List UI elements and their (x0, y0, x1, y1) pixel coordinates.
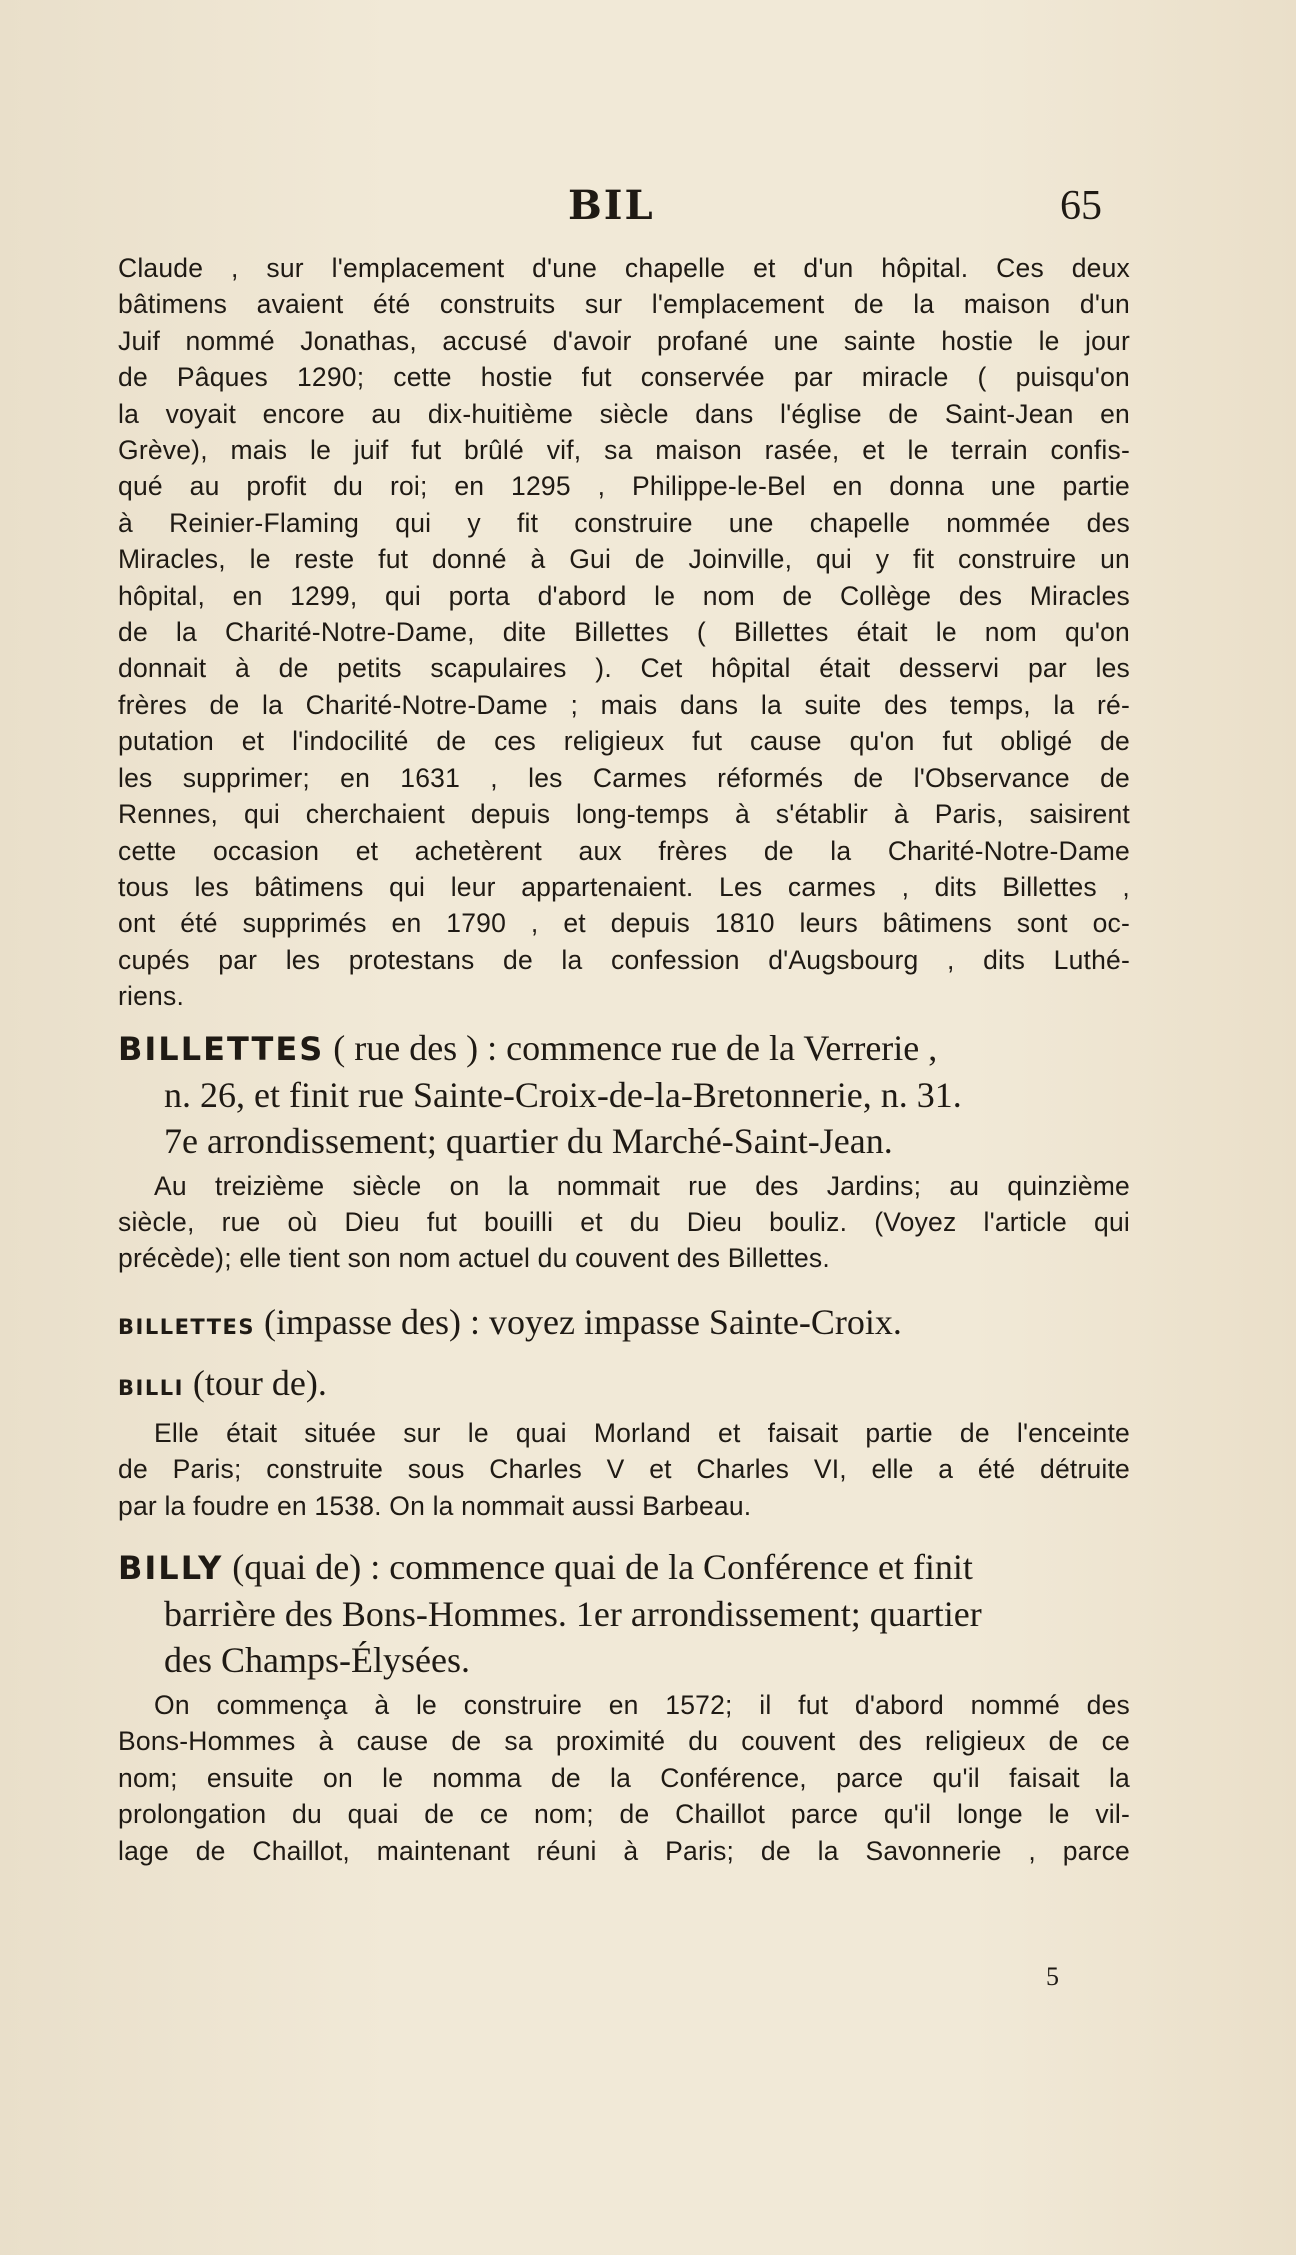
text-line: Grève), mais le juif fut brûlé vif, sa maison rasée, et le terrain confis- (118, 435, 1130, 466)
entry-heading-billettes-rue (118, 1025, 1130, 1164)
text-line: de Paris; construite sous Charles V et Charles VI, elle a été détruite (118, 1454, 1130, 1485)
text-line: de Pâques 1290; cette hostie fut conservée par miracle ( puisqu'on (118, 362, 1130, 393)
text-line: la voyait encore au dix-huitième siècle dans l'église de Saint-Jean en (118, 398, 1130, 429)
text-line: Claude , sur l'emplacement d'une chapelle et d'un hôpital. Ces deux (118, 253, 1130, 283)
entry-headword: BILLY (118, 1548, 224, 1587)
text-line: prolongation du quai de ce nom; de Chaillot parce qu'il longe le vil- (118, 1799, 1130, 1830)
text-line: Elle était située sur le quai Morland et faisait partie de l'enceinte (154, 1417, 1130, 1448)
page-header (0, 182, 1296, 242)
text-line: Juif nommé Jonathas, accusé d'avoir profané une sainte hostie le jour (118, 325, 1130, 356)
entry-heading-billy (118, 1544, 1130, 1683)
entry-heading-billi (118, 1360, 1130, 1411)
paragraph-continuation (118, 250, 1130, 1015)
text-line: ont été supprimés en 1790 , et depuis 1810 leurs bâtimens sont oc- (118, 908, 1130, 939)
entry-headword: BILLETTES (118, 1314, 256, 1339)
entry-heading-text: n. 26, et finit rue Sainte-Croix-de-la-Bretonnerie, n. 31. (164, 1074, 962, 1115)
text-line: Rennes, qui cherchaient depuis long-temps à s'établir à Paris, saisirent (118, 799, 1130, 830)
text-line: Miracles, le reste fut donné à Gui de Joinville, qui y fit construire un (118, 544, 1130, 575)
text-line: donnait à de petits scapulaires ). Cet hôpital était desservi par les (118, 653, 1130, 684)
text-line: riens. (118, 981, 185, 1012)
text-line: frères de la Charité-Notre-Dame ; mais dans la suite des temps, la ré- (118, 689, 1130, 720)
text-line: cette occasion et achetèrent aux frères de la Charité-Notre-Dame (118, 835, 1130, 866)
entry-headword: BILLETTES (118, 1029, 325, 1068)
entry-heading-text: (quai de) : commence quai de la Conférence et finit (223, 1546, 973, 1587)
page-content (118, 250, 1130, 1869)
entry-heading-text: des Champs-Élysées. (164, 1639, 470, 1680)
entry-body-billy (118, 1687, 1130, 1869)
entry-heading-text: 7e arrondissement; quartier du Marché-Saint-Jean. (164, 1120, 893, 1161)
text-line: à Reinier-Flaming qui y fit construire une chapelle nommée des (118, 507, 1130, 538)
text-line: de la Charité-Notre-Dame, dite Billettes ( Billettes était le nom qu'on (118, 617, 1130, 648)
entry-body-billettes-rue (118, 1168, 1130, 1277)
text-line: Bons-Hommes à cause de sa proximité du couvent des religieux de ce (118, 1726, 1130, 1757)
text-line: Au treizième siècle on la nommait rue des Jardins; au quinzième (154, 1170, 1130, 1201)
running-head: BIL (568, 182, 655, 229)
text-line: bâtimens avaient été construits sur l'emplacement de la maison d'un (118, 289, 1130, 320)
entry-heading-text: (impasse des) : voyez impasse Sainte-Croix. (255, 1301, 902, 1342)
text-line: hôpital, en 1299, qui porta d'abord le nom de Collège des Miracles (118, 580, 1130, 611)
signature-mark: 5 (1046, 1962, 1059, 1991)
text-line: par la foudre en 1538. On la nommait aussi Barbeau. (118, 1490, 752, 1521)
text-line: cupés par les protestans de la confession d'Augsbourg , dits Luthé- (118, 944, 1130, 975)
page-number: 65 (1060, 183, 1102, 229)
entry-headword: BILLI (118, 1375, 184, 1400)
entry-heading-billettes-impasse (118, 1299, 1130, 1350)
text-line: On commença à le construire en 1572; il fut d'abord nommé des (154, 1689, 1130, 1720)
text-line: lage de Chaillot, maintenant réuni à Paris; de la Savonnerie , parce (118, 1835, 1130, 1866)
text-line: nom; ensuite on le nomma de la Conférence, parce qu'il faisait la (118, 1762, 1130, 1793)
entry-heading-text: barrière des Bons-Hommes. 1er arrondissement; quartier (164, 1593, 982, 1634)
text-line: siècle, rue où Dieu fut bouilli et du Dieu bouliz. (Voyez l'article qui (118, 1206, 1130, 1237)
text-line: putation et l'indocilité de ces religieux fut cause qu'on fut obligé de (118, 726, 1130, 757)
text-line: précède); elle tient son nom actuel du couvent des Billettes. (118, 1243, 830, 1274)
entry-heading-text: (tour de). (183, 1362, 327, 1403)
text-line: tous les bâtimens qui leur appartenaient. Les carmes , dits Billettes , (118, 871, 1130, 902)
entry-heading-text: ( rue des ) : commence rue de la Verrerie , (324, 1027, 938, 1068)
entry-body-billi (118, 1415, 1130, 1524)
text-line: les supprimer; en 1631 , les Carmes réformés de l'Observance de (118, 762, 1130, 793)
text-line: qué au profit du roi; en 1295 , Philippe-le-Bel en donna une partie (118, 471, 1130, 502)
